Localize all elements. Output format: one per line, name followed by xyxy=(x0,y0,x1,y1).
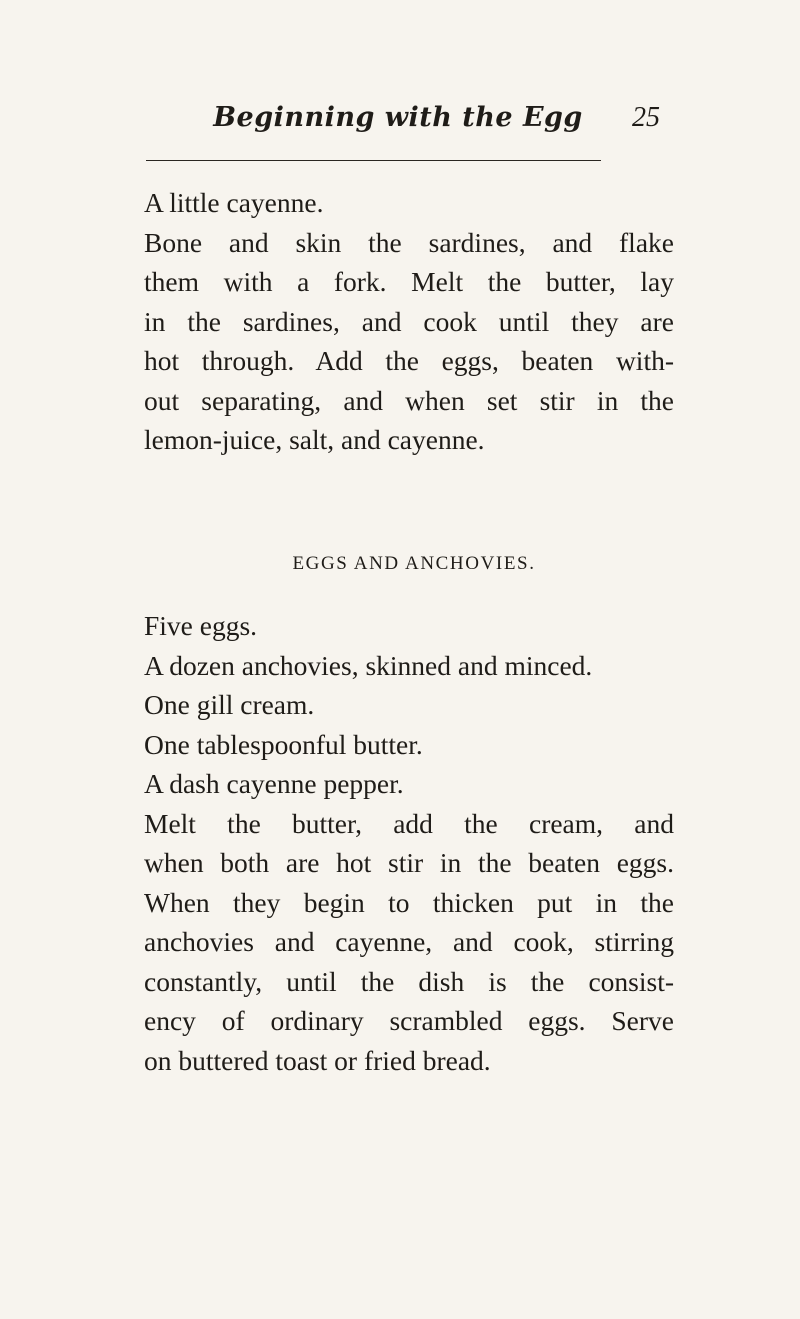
method-line: When they begin to thicken put in the xyxy=(144,886,674,918)
text-line: out separating, and when set stir in the xyxy=(144,384,674,416)
ingredient-line: One tablespoonful butter. xyxy=(144,728,423,760)
method-line: anchovies and cayenne, and cook, stirring xyxy=(144,926,674,957)
method-line: Melt the butter, add the cream, and xyxy=(144,807,674,839)
text-line: them with a fork. Melt the butter, lay xyxy=(144,266,674,297)
ingredient-line: One gill cream. xyxy=(144,689,315,720)
ingredient-line: A dash cayenne pepper. xyxy=(144,768,404,799)
sardine-recipe-continuation xyxy=(144,183,674,460)
header-rule xyxy=(146,160,601,161)
method-line: on buttered toast or fried bread. xyxy=(144,1044,491,1076)
text-line: in the sardines, and cook until they are xyxy=(144,305,674,337)
recipe-heading xyxy=(0,553,800,575)
page-number: 25 xyxy=(632,102,660,133)
eggs-and-anchovies-recipe xyxy=(144,606,674,1080)
text-line: A little cayenne. xyxy=(144,187,324,218)
method-line: when both are hot stir in the beaten eggs. xyxy=(144,847,674,878)
text-line: lemon-juice, salt, and cayenne. xyxy=(144,424,485,455)
running-head-title: Beginning with the Egg xyxy=(213,102,583,133)
running-head xyxy=(0,88,800,148)
ingredient-line: Five eggs. xyxy=(144,610,258,641)
text-line: Bone and skin the sardines, and flake xyxy=(144,226,674,258)
recipe-heading-text: EGGS AND ANCHOVIES. xyxy=(292,553,536,574)
method-line: ency of ordinary scrambled eggs. Serve xyxy=(144,1005,674,1036)
text-line: hot through. Add the eggs, beaten with- xyxy=(144,345,674,376)
ingredient-line: A dozen anchovies, skinned and minced. xyxy=(144,649,593,681)
method-line: constantly, until the dish is the consist- xyxy=(144,965,674,997)
